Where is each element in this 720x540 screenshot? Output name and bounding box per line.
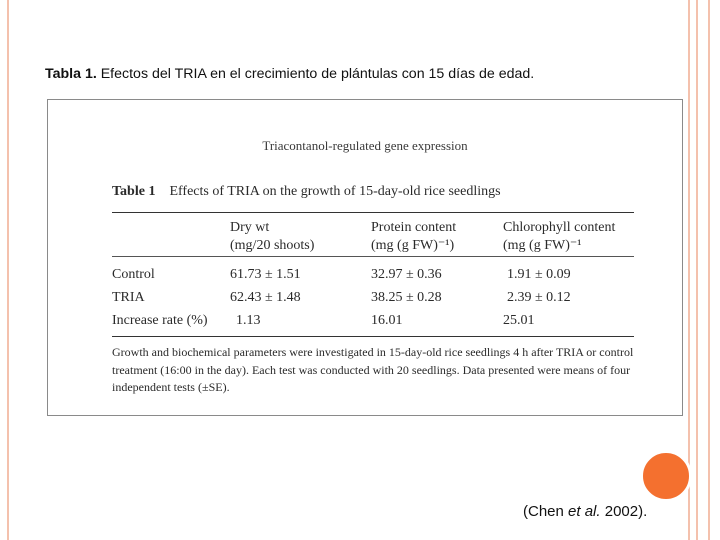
table-cell: 1.13 bbox=[236, 313, 261, 328]
table-cell: 62.43 ± 1.48 bbox=[230, 290, 301, 305]
citation-close: 2002). bbox=[600, 503, 648, 520]
table-cell: 16.01 bbox=[371, 313, 403, 328]
table-row-label: Increase rate (%) bbox=[112, 313, 208, 328]
table-bottom-rule bbox=[112, 336, 634, 337]
table-top-rule bbox=[112, 212, 634, 213]
right-decor-line bbox=[696, 0, 698, 540]
table-title-text: Effects of TRIA on the growth of 15-day-old rice seedlings bbox=[169, 184, 501, 199]
table-header-rule bbox=[112, 256, 634, 257]
caption-text: Efectos del TRIA en el crecimiento de plántulas con 15 días de edad. bbox=[96, 66, 535, 82]
table-row-label: TRIA bbox=[112, 290, 145, 305]
left-decor-line bbox=[7, 0, 9, 540]
slide-caption bbox=[45, 66, 685, 82]
table-cell: 25.01 bbox=[503, 313, 535, 328]
table-cell: 2.39 ± 0.12 bbox=[507, 290, 571, 305]
caption-prefix: Tabla 1. bbox=[45, 66, 97, 82]
decorative-circle-icon bbox=[640, 450, 692, 502]
right-decor-line bbox=[708, 0, 710, 540]
table-cell: 32.97 ± 0.36 bbox=[371, 267, 442, 282]
table-cell: 38.25 ± 0.28 bbox=[371, 290, 442, 305]
column-header-dry-wt: Dry wt bbox=[230, 220, 270, 235]
citation bbox=[523, 503, 647, 520]
table-row-label: Control bbox=[112, 267, 155, 282]
table-number: Table 1 bbox=[112, 184, 156, 199]
column-header-chlorophyll: Chlorophyll content bbox=[503, 220, 616, 235]
table-figure bbox=[47, 99, 683, 416]
column-header-chlorophyll-unit: (mg (g FW)⁻¹ bbox=[503, 238, 582, 253]
right-decor-band bbox=[688, 0, 720, 540]
table-cell: 61.73 ± 1.51 bbox=[230, 267, 301, 282]
column-header-protein-unit: (mg (g FW)⁻¹) bbox=[371, 238, 455, 253]
table-footnote: Growth and biochemical parameters were investigated in 15-day-old rice seedlings 4 h after TRIA or control treatment (16:00 in the day). Each test was conducted with 20 seedlings. Data presented were means of four independent tests (±SE). bbox=[112, 345, 634, 394]
table-cell: 1.91 ± 0.09 bbox=[507, 267, 571, 282]
figure-header: Triacontanol-regulated gene expression bbox=[262, 138, 468, 153]
column-header-dry-wt-unit: (mg/20 shoots) bbox=[230, 238, 315, 253]
citation-open: (Chen bbox=[523, 503, 569, 520]
column-header-protein: Protein content bbox=[371, 220, 457, 235]
figure-inner bbox=[48, 100, 682, 415]
table-title bbox=[112, 184, 501, 200]
citation-italic: et al. bbox=[568, 503, 601, 520]
